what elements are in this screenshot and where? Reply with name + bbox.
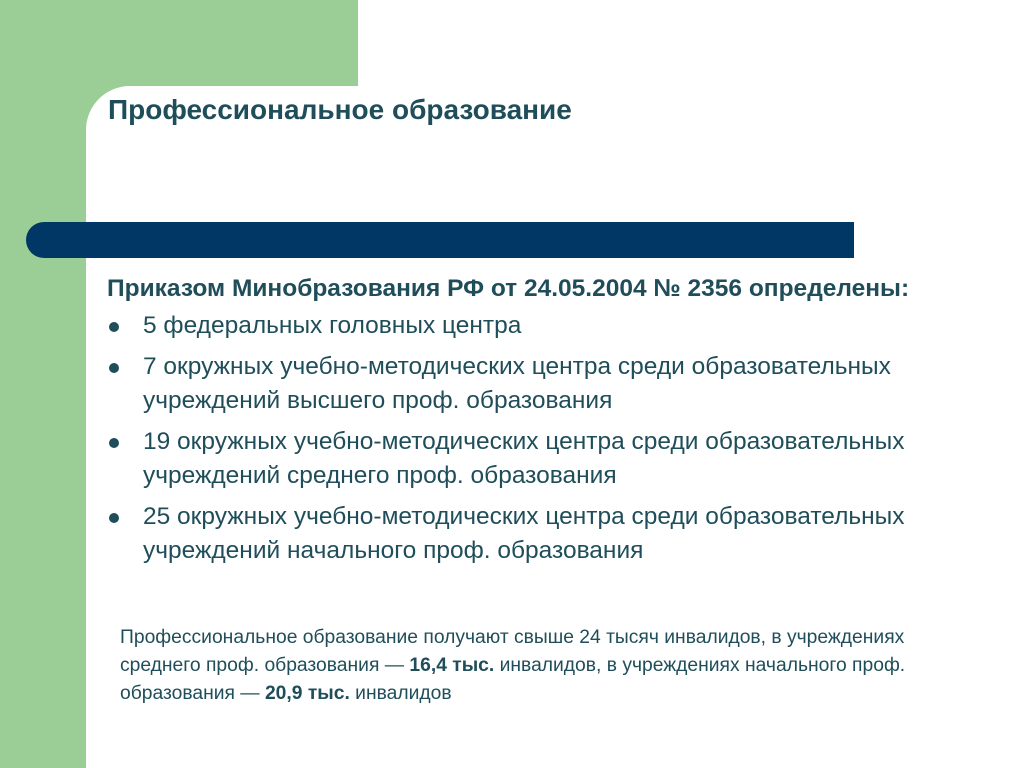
bullet-dot-icon (109, 438, 119, 448)
bullet-dot-icon (109, 513, 119, 523)
statistics-note (120, 624, 940, 708)
list-item (107, 309, 987, 343)
bullet-dot-icon (109, 322, 119, 332)
slide-heading: Приказом Минобразования РФ от 24.05.2004 № 2356 определены: (107, 275, 910, 302)
note-text-2: инвалидов, в учреждениях начального проф. образования — (120, 655, 906, 704)
note-value-primary: 20,9 тыс. (264, 683, 350, 704)
note-text-1: Профессиональное образование получают свыше 24 тысяч инвалидов, в учреждениях среднего проф. образования — (120, 627, 905, 676)
bullet-list (107, 309, 987, 568)
list-item-text: 19 окружных учебно-методических центра среди образовательных учреждений среднего проф. образования (143, 428, 905, 489)
list-item-text: 7 окружных учебно-методических центра среди образовательных учреждений высшего проф. образования (143, 353, 891, 414)
note-text-3: инвалидов (349, 683, 452, 704)
slide-content (107, 271, 987, 575)
note-value-secondary: 16,4 тыс. (409, 655, 495, 676)
list-item (107, 350, 987, 418)
bullet-dot-icon (109, 363, 119, 373)
list-item-text: 5 федеральных головных центра (143, 312, 522, 339)
divider-bar (26, 222, 854, 258)
list-item-text: 25 окружных учебно-методических центра среди образовательных учреждений начального проф. образования (143, 503, 905, 564)
list-item (107, 500, 987, 568)
list-item (107, 425, 987, 493)
slide-title: Профессиональное образование (108, 94, 572, 125)
